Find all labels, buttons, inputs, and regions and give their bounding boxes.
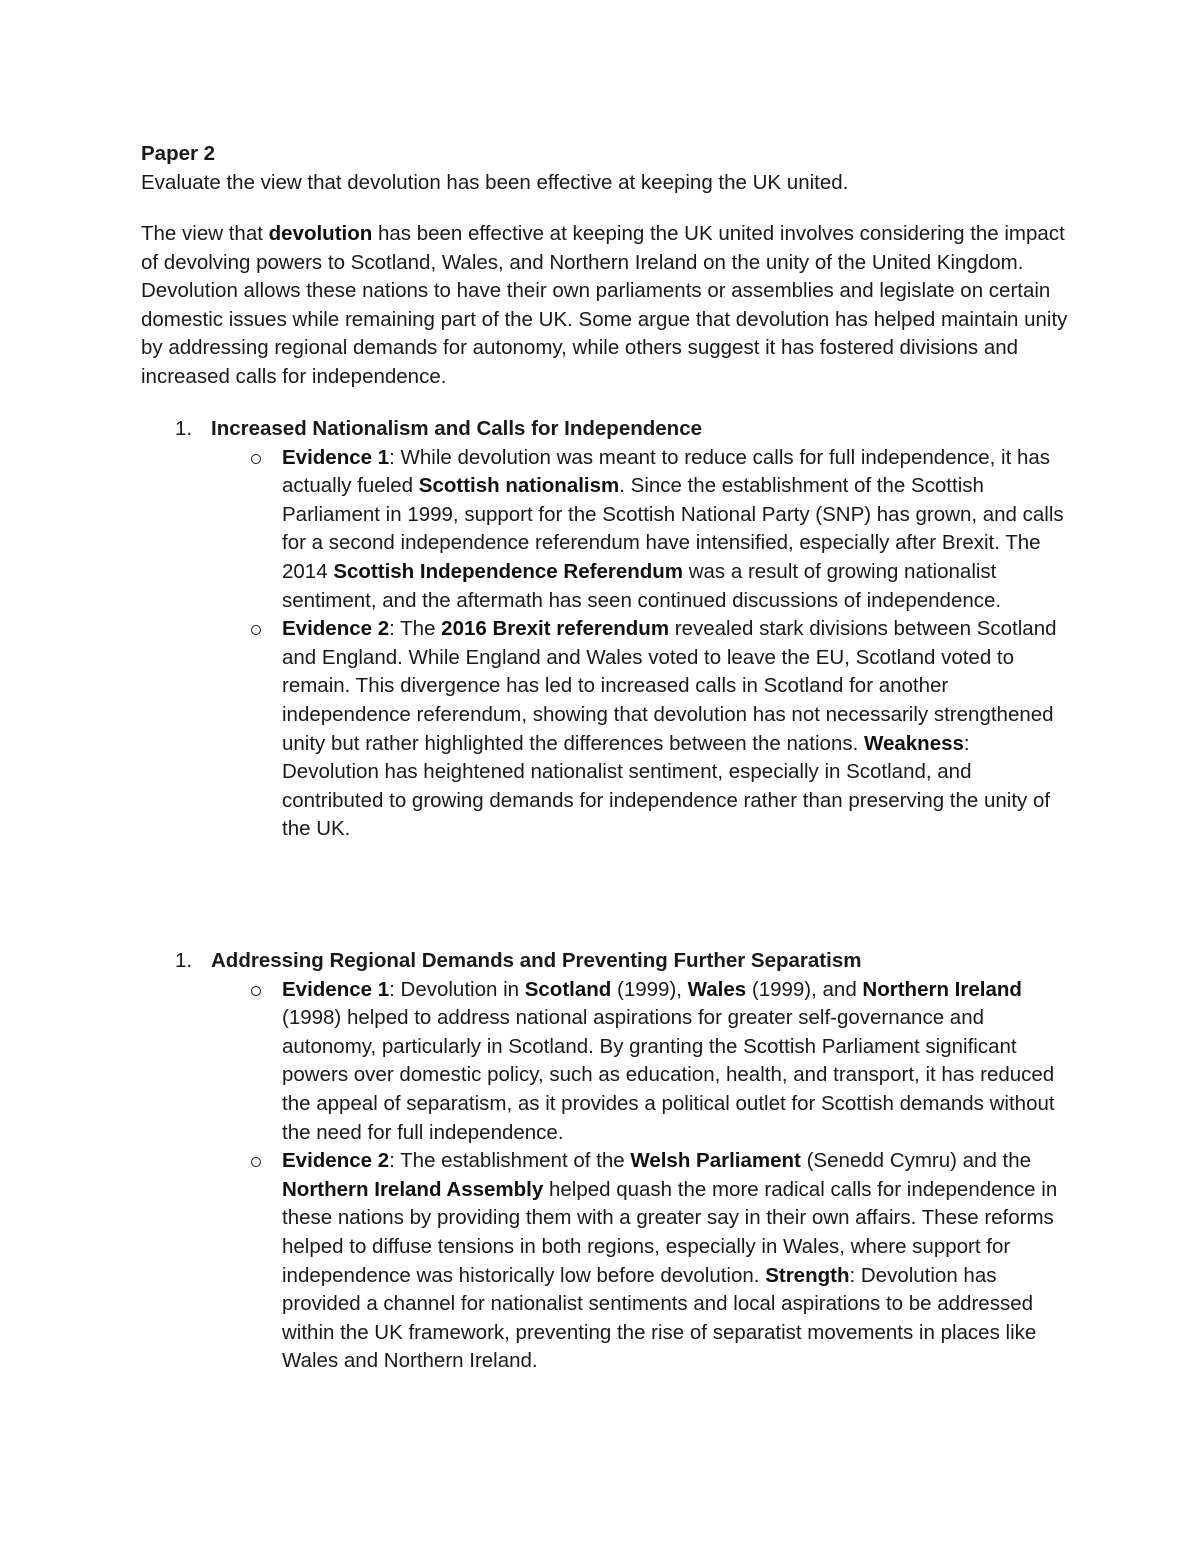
list-item-evidence-2 [141, 1147, 1071, 1376]
key-term: Wales [687, 977, 747, 1001]
evidence-text: helped quash the more radical calls for independence in these nations by providing them with a greater say in their own affairs. These reforms helped to diffuse tensions in both regions, especially in Wales, where support for independence was historically low before devolution. [282, 1177, 1058, 1287]
intro-text: The view that [141, 222, 269, 245]
evidence-text: : Devolution has provided a channel for nationalist sentiments and local aspirations to be addressed within the UK framework, preventing the rise of separatist movements in places like Wales and Northern Ireland. [282, 1263, 1037, 1373]
evidence-label: Evidence 1 [282, 977, 390, 1001]
key-term: 2016 Brexit referendum [441, 617, 670, 641]
evidence-text: revealed stark divisions between Scotland and England. While England and Wales voted to leave the EU, Scotland voted to remain. This divergence has led to increased calls in Scotland for another independence referendum, showing that devolution has not necessarily strengthened unity but rather highlighted the differences between the nations. [282, 617, 1057, 755]
circle-bullet-icon [251, 625, 261, 635]
evidence-text: : The [389, 617, 442, 641]
header-block [141, 140, 1071, 197]
evidence-text: : While devolution was meant to reduce calls for full independence, it has actually fueled [282, 445, 1051, 498]
heading-text: Increased Nationalism and Calls for Independence [211, 417, 702, 440]
evidence-text: was a result of growing nationalist sentiment, and the aftermath has seen continued discussions of independence. [282, 559, 1002, 612]
heading-text: Addressing Regional Demands and Preventing Further Separatism [211, 949, 862, 972]
list-number: 1. [175, 417, 193, 440]
evidence-text: : Devolution in [389, 977, 525, 1001]
question-text: Evaluate the view that devolution has been effective at keeping the UK united. [141, 170, 849, 194]
circle-bullet-icon [251, 986, 261, 996]
key-term: Scottish Independence Referendum [333, 559, 684, 583]
circle-bullet-icon [251, 1157, 261, 1167]
key-term: Scottish nationalism [418, 474, 620, 498]
key-term: Welsh Parliament [630, 1149, 801, 1173]
evidence-text: (1999), and [746, 977, 863, 1001]
evidence-text: : Devolution has heightened nationalist sentiment, especially in Scotland, and contributed to growing demands for independence rather than preserving the unity of the UK. [282, 731, 1051, 841]
evidence-text: (1998) helped to address national aspirations for greater self-governance and autonomy, particularly in Scotland. By granting the Scottish Parliament significant powers over domestic policy, such as education, health, and transport, it has reduced the appeal of separatism, as it provides a political outlet for Scottish demands without the need for full independence. [282, 1006, 1055, 1144]
weakness-label: Weakness [864, 731, 964, 755]
section-nationalism [141, 415, 1071, 844]
paper-label: Paper 2 [141, 142, 216, 165]
intro-paragraph [141, 220, 1071, 392]
list-item-evidence-1 [141, 444, 1071, 616]
evidence-label: Evidence 2 [282, 1149, 390, 1173]
section-regional-demands [141, 947, 1071, 1376]
key-term: Scotland [524, 977, 612, 1001]
section-heading [141, 415, 1071, 444]
section-heading [141, 947, 1071, 976]
list-item-evidence-1 [141, 976, 1071, 1148]
list-number: 1. [175, 949, 193, 972]
key-term: Northern Ireland Assembly [282, 1177, 544, 1201]
intro-text: has been effective at keeping the UK united involves considering the impact of devolving powers to Scotland, Wales, and Northern Ireland on the unity of the United Kingdom. Devolution allows these nations to have their own parliaments or assemblies and legislate on certain domestic issues while remaining part of the UK. Some argue that devolution has helped maintain unity by addressing regional demands for autonomy, while others suggest it has fostered divisions and increased calls for independence. [141, 222, 1068, 388]
key-term: Northern Ireland [862, 977, 1022, 1001]
strength-label: Strength [765, 1263, 850, 1287]
evidence-label: Evidence 2 [282, 617, 390, 641]
evidence-text: (1999), [611, 977, 688, 1001]
evidence-text: (Senedd Cymru) and the [800, 1149, 1032, 1173]
evidence-text: : The establishment of the [389, 1149, 631, 1173]
evidence-text: . Since the establishment of the Scottish Parliament in 1999, support for the Scottish National Party (SNP) has grown, and calls for a second independence referendum have intensified, especially after Brexit. The 2014 [282, 474, 1064, 583]
circle-bullet-icon [251, 454, 261, 464]
intro-bold: devolution [268, 222, 373, 245]
list-item-evidence-2 [141, 615, 1071, 844]
evidence-label: Evidence 1 [282, 445, 390, 469]
